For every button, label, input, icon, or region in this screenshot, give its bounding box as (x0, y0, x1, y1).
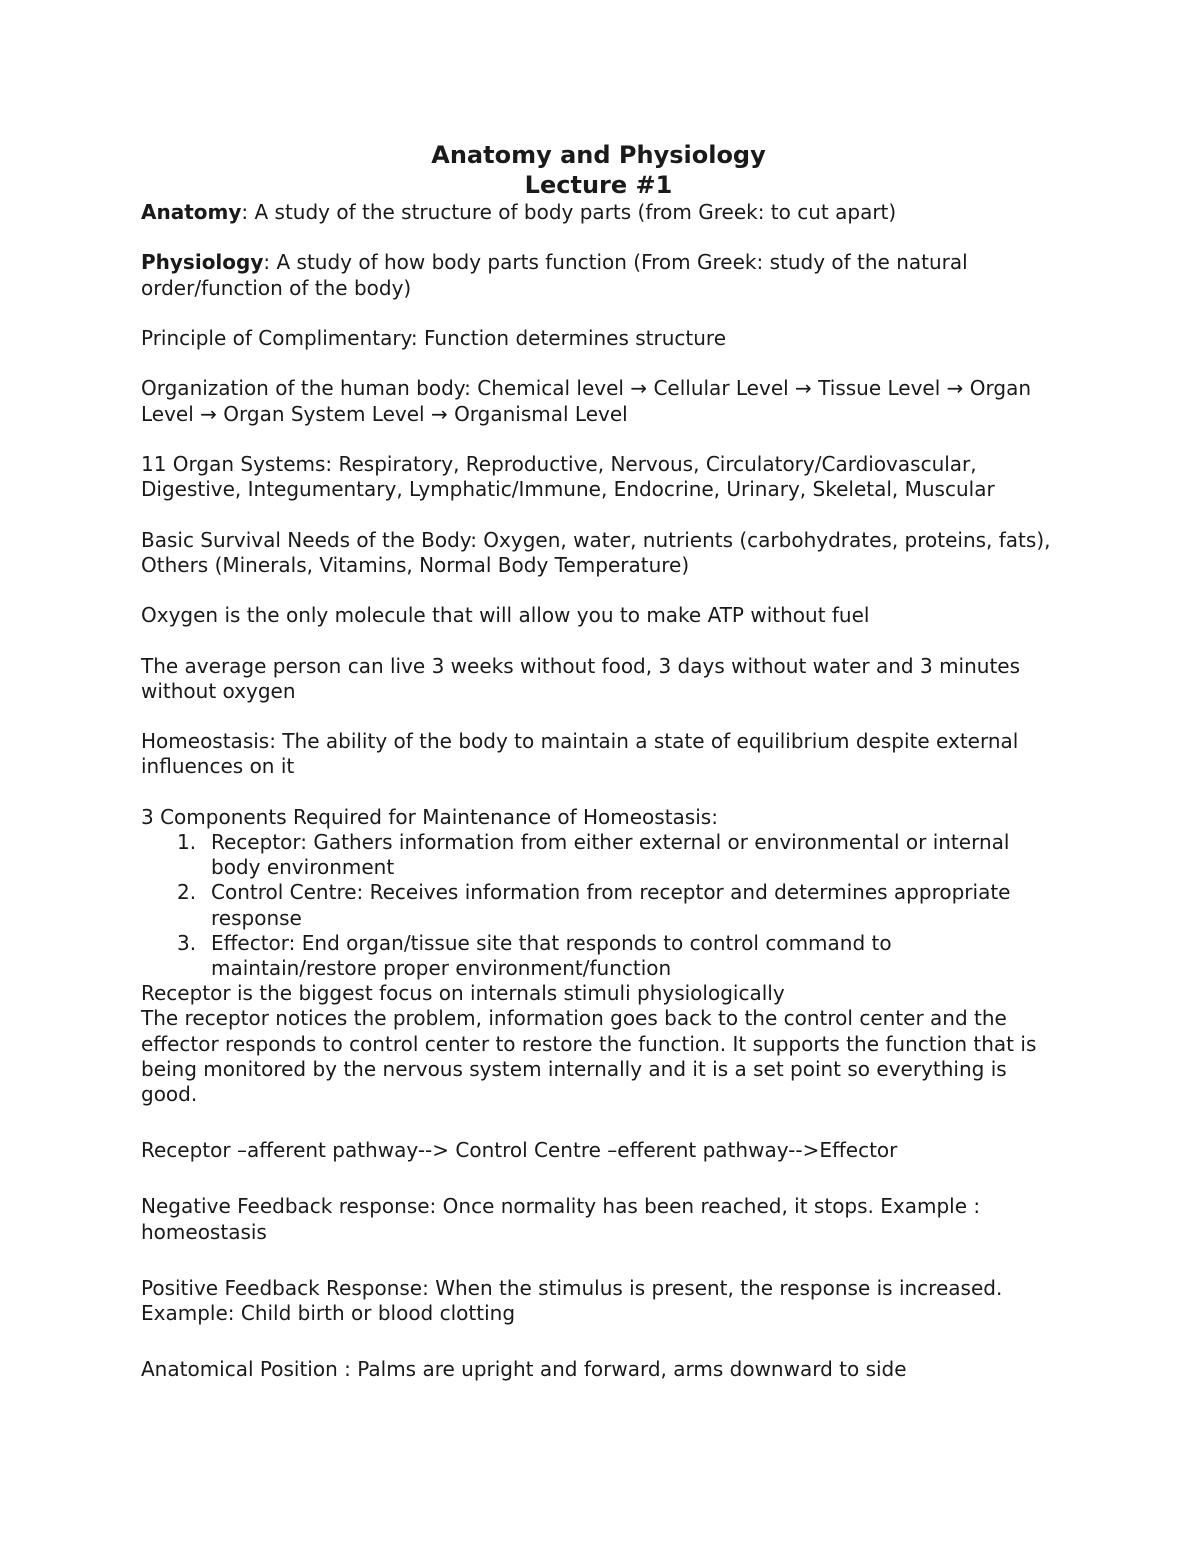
average-person-paragraph: The average person can live 3 weeks without food, 3 days without water and 3 minutes without oxygen (141, 653, 1021, 703)
document-page (141, 140, 1056, 1382)
organ-systems-paragraph: 11 Organ Systems: Respiratory, Reproductive, Nervous, Circulatory/Cardiovascular, Digestive, Integumentary, Lymphatic/Immune, Endocrine, Urinary, Skeletal, Muscular (141, 451, 995, 502)
list-item (141, 931, 1056, 981)
positive-feedback-paragraph: Positive Feedback Response: When the stimulus is present, the response is increased. Example: Child birth or blood clotting (141, 1275, 1003, 1325)
components-heading: 3 Components Required for Maintenance of Homeostasis: (141, 804, 718, 829)
title-line-1: Anatomy and Physiology (431, 141, 766, 169)
survival-needs-paragraph: Basic Survival Needs of the Body: Oxygen, water, nutrients (carbohydrates, proteins, fats), Others (Minerals, Vitamins, Normal Body Temperature) (141, 527, 1051, 577)
list-item-text: Receptor: Gathers information from either external or environmental or internal body environment (211, 829, 1010, 880)
anatomy-text: : A study of the structure of body parts (from Greek: to cut apart) (241, 200, 897, 224)
anatomical-position-paragraph: Anatomical Position : Palms are upright and forward, arms downward to side (141, 1357, 907, 1382)
oxygen-paragraph: Oxygen is the only molecule that will allow you to make ATP without fuel (141, 603, 870, 628)
anatomy-term: Anatomy (141, 200, 242, 224)
list-item (141, 880, 1056, 930)
list-item-text: Effector: End organ/tissue site that responds to control command to maintain/restore proper environment/function (211, 930, 892, 980)
negative-feedback-paragraph: Negative Feedback response: Once normality has been reached, it stops. Example : homeostasis (141, 1194, 981, 1244)
physiology-definition (141, 250, 1056, 300)
anatomy-definition (141, 200, 1056, 225)
physiology-text: : A study of how body parts function (From Greek: study of the natural order/function of the body) (141, 250, 968, 300)
organization-paragraph: Organization of the human body: Chemical level → Cellular Level → Tissue Level → Organ Level → Organ System Level → Organismal Level (141, 376, 1031, 426)
title-line-2: Lecture #1 (524, 171, 673, 199)
list-item-number: 1. (177, 829, 197, 854)
list-item-number: 2. (177, 880, 197, 905)
document-title (141, 140, 1056, 200)
receptor-notices-paragraph: The receptor notices the problem, information goes back to the control center and the effector responds to control center to restore the function. It supports the function that is being monitored by the nervous system internally and it is a set point so everything is good. (141, 1006, 1037, 1106)
components-list (141, 830, 1056, 981)
principle-paragraph: Principle of Complimentary: Function determines structure (141, 325, 727, 350)
homeostasis-paragraph: Homeostasis: The ability of the body to maintain a state of equilibrium despite external influences on it (141, 729, 1019, 779)
pathway-paragraph: Receptor –afferent pathway--> Control Centre –efferent pathway-->Effector (141, 1138, 898, 1163)
receptor-focus-paragraph: Receptor is the biggest focus on internals stimuli physiologically (141, 981, 785, 1006)
list-item-text: Control Centre: Receives information from receptor and determines appropriate response (211, 880, 1011, 930)
physiology-term: Physiology (141, 250, 264, 275)
list-item-number: 3. (177, 930, 197, 955)
list-item (141, 830, 1056, 880)
